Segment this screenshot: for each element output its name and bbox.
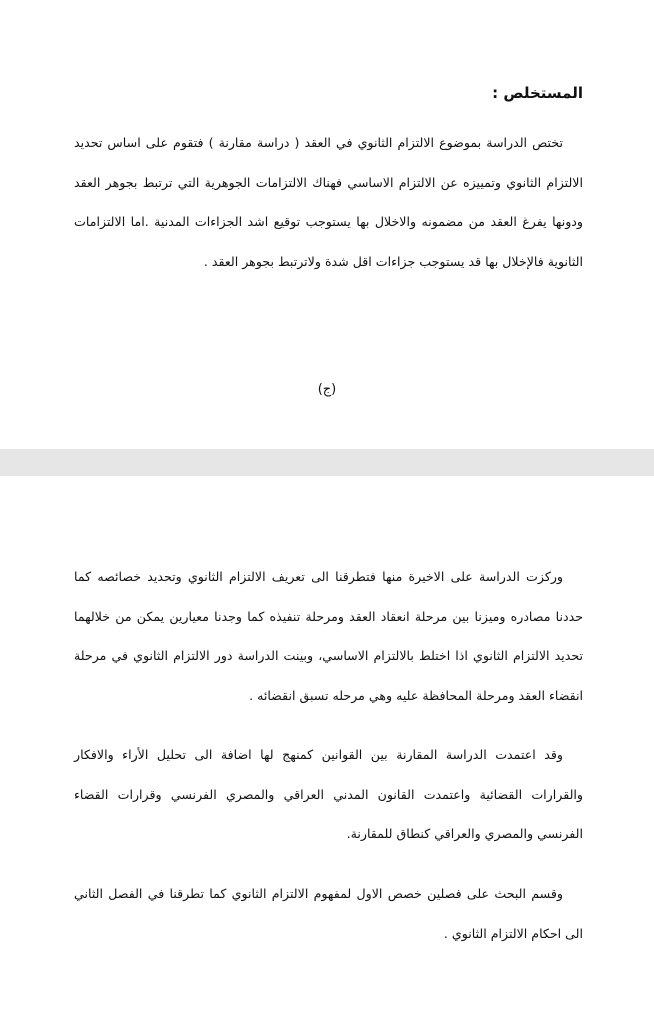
body-paragraph-1: وركزت الدراسة على الاخيرة منها فتطرقنا الى تعريف الالتزام الثانوي وتحديد خصائصه كما حددنا مصادره وميزنا بين مرحلة انعقاد العقد ومرحلة تنفيذه كما وجدنا معيارين يمكن من خلالهما تحديد الالتزام الثانوي اذا اختلط بالالتزام الاساسي، وبينت الدراسة دور الالتزام الثانوي في مرحلة انقضاء العقد ومرحلة المحافظة عليه وهي مرحله تسبق انقضائه . (74, 569, 583, 703)
abstract-paragraph: تختص الدراسة بموضوع الالتزام الثانوي في العقد ( دراسة مقارنة ) فتقوم على اساس تحديد الالتزام الثانوي وتمييزه عن الالتزام الاساسي فهناك الالتزامات الجوهرية التي ترتبط بجوهر العقد ودونها يفرغ العقد من مضمونه والاخلال بها يستوجب توقيع اشد الجزاءات المدنية .اما الالتزامات الثانوية فالإخلال بها قد يستوجب جزاءات اقل شدة ولاترتبط بجوهر العقد . (74, 135, 583, 269)
body-paragraph-2: وقد اعتمدت الدراسة المقارنة بين القوانين كمنهج لها اضافة الى تحليل الأراء والافكار والقرارات القضائية واعتمدت القانون المدني العراقي والمصري الفرنسي وقرارات القضاء الفرنسي والمصري والعراقي كنطاق للمقارنة. (74, 747, 583, 841)
document-page-1 (0, 0, 654, 449)
page-separator (0, 449, 654, 476)
body-paragraph-3: وقسم البحث على فصلين خصص الاول لمفهوم الالتزام الثانوي كما تطرقنا في الفصل الثاني الى احكام الالتزام الثانوي . (74, 886, 583, 941)
abstract-heading: المستخلص : (492, 84, 583, 102)
page-number: (ج) (317, 382, 337, 397)
